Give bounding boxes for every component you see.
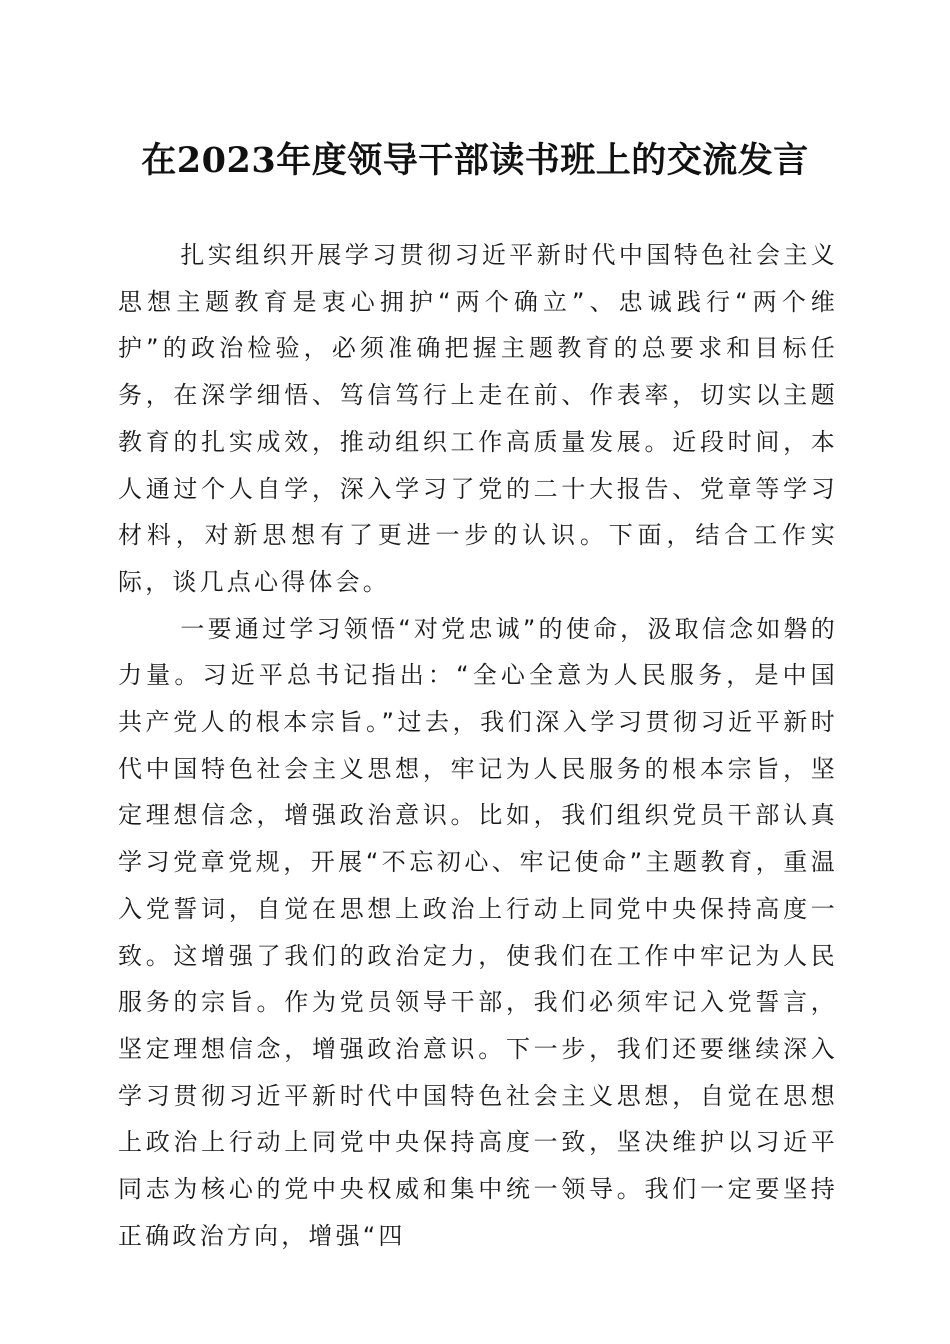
document-body [118,232,838,1259]
paragraph-point-one: 一要通过学习领悟“对党忠诚”的使命，汲取信念如磐的力量。习近平总书记指出：“全心全意为人民服务，是中国共产党人的根本宗旨。”过去，我们深入学习贯彻习近平新时代中国特色社会主义思想，牢记为人民服务的根本宗旨，坚定理想信念，增强政治意识。比如，我们组织党员干部认真学习党章党规，开展“不忘初心、牢记使命”主题教育，重温入党誓词，自觉在思想上政治上行动上同党中央保持高度一致。这增强了我们的政治定力，使我们在工作中牢记为人民服务的宗旨。作为党员领导干部，我们必须牢记入党誓言，坚定理想信念，增强政治意识。下一步，我们还要继续深入学习贯彻习近平新时代中国特色社会主义思想，自觉在思想上政治上行动上同党中央保持高度一致，坚决维护以习近平同志为核心的党中央权威和集中统一领导。我们一定要坚持正确政治方向，增强“四 [118,614,838,1250]
page-title: 在2023年度领导干部读书班上的交流发言 [141,140,809,181]
paragraph-intro: 扎实组织开展学习贯彻习近平新时代中国特色社会主义思想主题教育是衷心拥护“两个确立”、忠诚践行“两个维护”的政治检验，必须准确把握主题教育的总要求和目标任务，在深学细悟、笃信笃行上走在前、作表率，切实以主题教育的扎实成效，推动组织工作高质量发展。近段时间，本人通过个人自学，深入学习了党的二十大报告、党章等学习材料，对新思想有了更进一步的认识。下面，结合工作实际，谈几点心得体会。 [118,241,838,596]
